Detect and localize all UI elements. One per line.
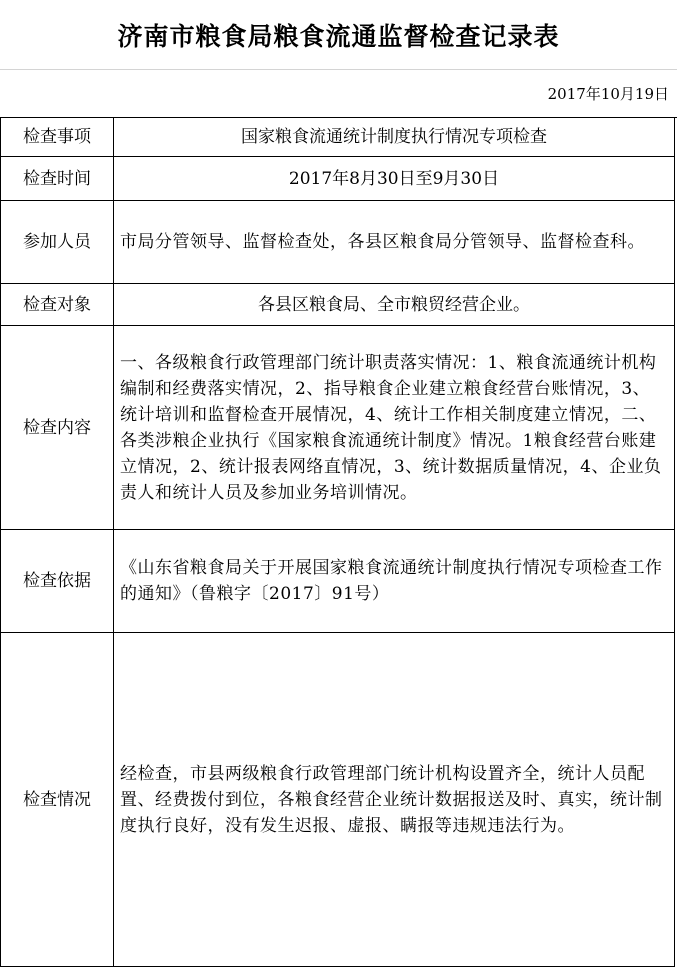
label-inspection-item: 检查事项 [1,118,114,157]
label-inspection-time: 检查时间 [1,157,114,201]
value-inspection-time: 2017年8月30日至9月30日 [114,157,675,201]
label-inspection-basis: 检查依据 [1,530,114,633]
row-inspection-time [1,157,675,201]
label-inspection-result: 检查情况 [1,633,114,967]
row-participants [1,201,675,284]
value-participants: 市局分管领导、监督检查处，各县区粮食局分管领导、监督检查科。 [114,201,675,284]
label-inspection-target: 检查对象 [1,284,114,326]
label-inspection-content: 检查内容 [1,326,114,530]
row-inspection-result [1,633,675,967]
document-title: 济南市粮食局粮食流通监督检查记录表 [0,0,677,70]
row-inspection-target [1,284,675,326]
record-table [0,117,675,967]
value-inspection-content: 一、各级粮食行政管理部门统计职责落实情况：1、粮食流通统计机构编制和经费落实情况，2、指导粮食企业建立粮食经营台账情况，3、统计培训和监督检查开展情况，4、统计工作相关制度建立情况，二、各类涉粮企业执行《国家粮食流通统计制度》情况。1粮食经营台账建立情况，2、统计报表网络直情况，3、统计数据质量情况，4、企业负责人和统计人员及参加业务培训情况。 [114,326,675,530]
label-participants: 参加人员 [1,201,114,284]
row-inspection-item [1,118,675,157]
document-date: 2017年10月19日 [0,70,677,118]
row-inspection-content [1,326,675,530]
value-inspection-item: 国家粮食流通统计制度执行情况专项检查 [114,118,675,157]
value-inspection-basis: 《山东省粮食局关于开展国家粮食流通统计制度执行情况专项检查工作的通知》（鲁粮字〔2017〕91号） [114,530,675,633]
value-inspection-target: 各县区粮食局、全市粮贸经营企业。 [114,284,675,326]
row-inspection-basis [1,530,675,633]
value-inspection-result: 经检查，市县两级粮食行政管理部门统计机构设置齐全，统计人员配置、经费拨付到位，各粮食经营企业统计数据报送及时、真实，统计制度执行良好，没有发生迟报、虚报、瞒报等违规违法行为。 [114,633,675,967]
